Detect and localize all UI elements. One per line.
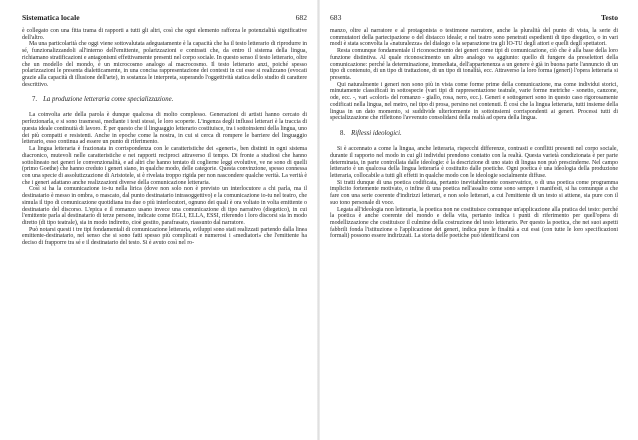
paragraph: manzo, oltre al narratore e al protagonista o testimone narratore, anche la pluralità del punto di vista, la serie di commutatori della partecipazione o del distacco ideale; e nel teatro sono penetrati espedienti di tipo diegetico, o in vari modi è stata sconvolta la «naturalezza» del dialogo o la separazione tra gli IO-TU degli attori e quelli degli spettatori. <box>330 28 618 48</box>
paragraph: Legata all'ideologia non letteraria, la poetica non ne costituisce comunque un'applicazione alla pratica del testo: perché la poetica è anche coerente del mondo e della vita, pertanto indica i punti di riferimento per quell'opera di modellizzazione che costituisce il culmine della costruzione del testo letterario. Per questo la poetica, che nei suoi aspetti fabbrili fonda l'istituzione o l'applicazione dei generi, indica pure le finalità a cui essi (con tutte le loro specificazioni formali) possono essere indirizzati. La storia delle poetiche può identificarsi con <box>330 206 618 240</box>
paragraph: Si è accennato a come la lingua, anche letteraria, rispecchi differenze, contrasti e conflitti presenti nel corpo sociale, durante il rapporto nel modo in cui gli individui prendono contatto con la realtà. Questa varietà condizionata è per parte determinata, in parte controllata dalle ideologie: è la descrizione di uno stato di lingua non può prescinderne. Nel campo letterario è un qualcosa della lingua letteraria è costituito dalle poetiche. Ogni poetica è una ideologia della produzione letteraria, collocabile a tutti gli effetti in qualche modo con le ideologie socialmente diffuse. <box>330 146 618 179</box>
running-header <box>22 13 307 22</box>
paragraph: Si tratti dunque di una poetica codificata, pertanto inevitabilmente conservatrice, o di una poetica come programma implicito fortemente motivato, o infine di una poetica nell'assalto come sono sempre i manifesti, si ha comunque a che fare con una serie coerente d'indirizzi letterari, e non solo letterari, a cui l'emittente di un testo si attiene, sia pure con il suo tono personale di voce. <box>330 179 618 206</box>
running-title: Testo <box>600 13 618 22</box>
section-number: 7. <box>32 96 38 104</box>
section-heading <box>32 96 307 104</box>
page-number: 682 <box>295 13 307 22</box>
paragraph: Ma una particolarità che oggi viene sottovalutata adeguatamente è la capacità che ha il testo letterario di riprodurre in sé, funzionalizzandoli all'interno dell'emittente, polarizzazioni e contrasti che, da entro il sistema della lingua, richiamano stratificazioni e antagonismi effettivamente presenti nel corpo sociale. In questo senso il testo letterario, oltre che un modello del mondo, è un microcosmo analogo al macrocosmo. Il testo letterario anzi, poiché spesso polarizzazioni le presenta dialetticamente, in una concisa rappresentazione dei contesti in cui esse si realizzano (evocati grazie alla capacità di illusione dell'arte), in sostanza le interpreta, superando l'oggettività statica dello studio di carattere descrittivo. <box>22 41 307 88</box>
paragraph: Così si ha la comunicazione io-tu nella lirica (dove non solo non è previsto un interlocutore a chi parla, ma il destinatario è messo in ombra, o mascato, dal punto destinatario intrasoggettivo) e la comunicazione io-tu nel teatro, che simula il tipo di comunicazione quotidiana tra due o più interlocutori, ognuno dei quali è ora voltato in volta emittente o destinatario del discorso. L'epica e il romanzo usano invece una comunicazione di tipo narrativo (diegetico), in cui l'emittente parla al destinatario di terze persone, indicate come EGLI, ELLA, ESSI, riferendo i loro discorsi sia in modo diretto (di tipo teatrale), sia in modo indiretto, cioè gestito, parafrasato, riassunto dal narratore. <box>22 186 307 226</box>
page-number: 683 <box>330 13 342 22</box>
section-number: 8. <box>340 130 346 138</box>
section-title: La produzione letteraria come specializzazione. <box>43 96 174 104</box>
section-heading <box>340 130 618 138</box>
paragraph: Qui naturalmente i generi non sono più in vista come forme prime della comunicazione, ma come individui storici, minutamente classificati in sottospecie (vari tipi di rappresentazione teatrale, varie forme metriche - sonetto, canzone, ode, ecc. -, vari «colori» del romanzo - giallo, rosa, nero, ecc.). Generi e sottogeneri sono in questo caso rigorosamente codificati nella lingua, nel metro, nel tipo di prosa, persino nei contenuti. È così che la lingua letteraria, tutti insieme della lingua in un dato momento, si suddivide ulteriormente in sottoinsiemi corrispondenti ai generi. Processi tutti di specializzazione che riflettono l'avvenuto consolidarsi della realtà ad opera della lingua. <box>330 81 618 122</box>
running-header <box>330 13 618 22</box>
paragraph: La lingua letteraria è frazionata in corrispondenza con le caratteristiche dei «generi», ben distinti in ogni sistema diacronico, mutevoli nelle caratteristiche e nei rapporti reciproci attraverso il tempo. Di fronte a studiosi che hanno sottolineato nei generi le convenzionalità, e ad altri che hanno tentato di coglierne leggi evolutive, ve ne sono di quelli (primo Goethe) che hanno creduto i generi siano, in qualche modo, delle categorie. Questa convinzione, spesso connessa con una specie di assolutizzazione di Aristotele, si è rivelata troppo rigida per non nascondere qualche verità. La verità è che i generi adattano anche realizzazioni diverse della comunicazione letteraria. <box>22 146 307 186</box>
paragraph: Può notarsi questi i tre tipi fondamentali di comunicazione letteraria, sviluppi sono stati realizzati partendo dalla linea emittente-destinatario, nel senso che si sono fatti spesso più complicati e numerosi i «mediatori» che l'emittente ha deciso di frapporre tra sé e il destinatario del testo. Si è avuto così nel ro- <box>22 226 307 247</box>
right-page <box>319 0 638 440</box>
paragraph: La coinvolta arte della parola è dunque qualcosa di molto complesso. Generazioni di artisti hanno cercato di perfezionarla, e si sono trasmessi, mediante i testi stessi, le loro scoperte. L'ingenza degli influssi letterari è la traccia di questa ideale continuità di lavoro. È per questo che il linguaggio letterario costituisce, tra i sottoinsiemi della lingua, uno dei più compatti e resistenti. Anche in epoche come la nostra, in cui si cerca di rompere le barriere del linguaggio letterario, esso continua ad essere un punto di riferimento. <box>22 112 307 146</box>
paragraph: Resta comunque fondamentale il riconoscimento dei generi come tipi di comunicazione, ciò che è alla base della loro funzione distintiva. Al quale riconoscimento un altro analogo va aggiunto: quello di fungere da preselettori della comunicazione: perché la determinazione, immediata, dell'appartenenza a un genere è già in buona parte l'annuncio di un tipo di contenuto, di un tipo di trattazione, di un tipo di tonalità, ecc. Attraverso la loro forma (generi) l'opera letteraria si presenta. <box>330 48 618 82</box>
section-title: Riflessi ideologici. <box>351 130 402 138</box>
running-title: Sistematica locale <box>22 13 80 22</box>
paragraph: è collegato con una fitta trama di rapporti a tutti gli altri, così che ogni elemento rafforza le potenzialità significative dell'altro. <box>22 28 307 41</box>
